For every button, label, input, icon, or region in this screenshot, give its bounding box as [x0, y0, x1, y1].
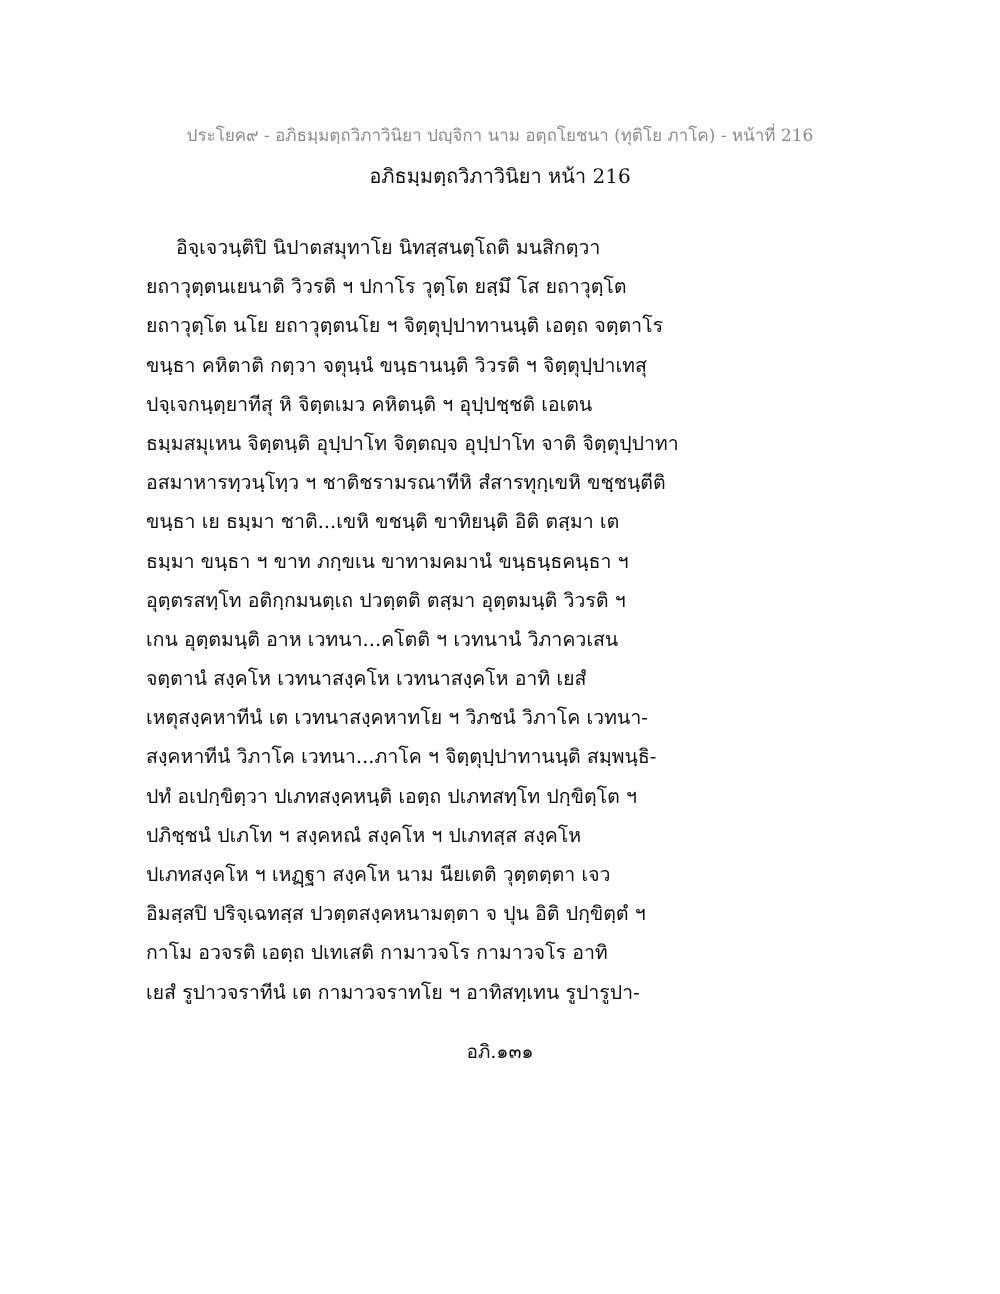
- page-heading: อภิธมฺมตฺถวิภาวินิยา หน้า 216: [369, 164, 631, 188]
- page-marker: อภิ.๑๓๑: [466, 1041, 534, 1063]
- text-line: อุตฺตรสทฺโท อติกฺกมนตฺเถ ปวตฺตติ ตสฺมา อุตฺตมนฺติ วิวรติ ฯ: [146, 588, 626, 612]
- text-line: ยถาวุตฺโต นโย ยถาวุตฺตนโย ฯ จิตฺตุปฺปาทานนฺติ เอตฺถ จตฺตาโร: [146, 314, 664, 338]
- text-line: ธมฺมสมุเหน จิตฺตนฺติ อุปฺปาโท จิตฺตญฺจ อุปฺปาโท จาติ จิตฺตุปฺปาทา: [146, 431, 679, 455]
- text-line: ปทํ อเปกฺขิตฺวา ปเภทสงฺคหนฺติ เอตฺถ ปเภทสทฺโท ปกฺขิตฺโต ฯ: [146, 784, 637, 808]
- text-line: ปภิชฺชนํ ปเภโท ฯ สงฺคหณํ สงฺคโห ฯ ปเภทสฺส สงฺคโห: [146, 823, 582, 847]
- text-line: ขนฺธา คหิตาติ กตฺวา จตุนฺนํ ขนฺธานนฺติ วิวรติ ฯ จิตฺตุปฺปาเทสุ: [146, 353, 647, 377]
- text-line: อสมาหารทฺวนฺโทฺว ฯ ชาติชรามรณาทีหิ สํสารทุกฺเขหิ ขชฺชนฺตีติ: [146, 471, 666, 495]
- text-line: ขนฺธา เย ธมฺมา ชาติ...เขหิ ขชนฺติ ขาทิยนฺติ อิติ ตสฺมา เต: [146, 510, 620, 534]
- text-line: เกน อุตฺตมนฺติ อาห เวทนา...คโตติ ฯ เวทนานํ วิภาควเสน: [146, 627, 619, 651]
- body-text: [146, 228, 866, 1012]
- text-line: อิมสฺสปิ ปริจฺเฉทสฺส ปวตฺตสงฺคหนามตฺตา จ ปุน อิติ ปกฺขิตฺตํ ฯ: [146, 902, 646, 926]
- text-line: อิจฺเจวนฺติปิ นิปาตสมุทาโย นิทสฺสนตฺโถติ มนสิกตฺวา: [176, 236, 601, 259]
- text-line: จตฺตานํ สงฺคโห เวทนาสงฺคโห เวทนาสงฺคโห อาทิ เยสํ: [146, 667, 587, 691]
- text-line: เยสํ รูปาวจราทีนํ เต กามาวจราทโย ฯ อาทิสทฺเทน รูปารูปา-: [146, 980, 640, 1004]
- text-line: ปเภทสงฺคโห ฯ เหฏฺฐา สงฺคโห นาม นียเตติ วุตฺตตฺตา เจว: [146, 863, 611, 886]
- text-line: ยถาวุตฺตนเยนาติ วิวรติ ฯ ปกาโร วุตฺโต ยสฺมึ โส ยถาวุตฺโต: [146, 275, 627, 299]
- text-line: เหตุสงฺคหาทีนํ เต เวทนาสงฺคหาทโย ฯ วิภชนํ วิภาโค เวทนา-: [146, 706, 648, 730]
- text-line: ธมฺมา ขนฺธา ฯ ขาท ภกฺขเน ขาทามคมานํ ขนฺธนฺธคนฺธา ฯ: [146, 549, 629, 573]
- text-line: กาโม อวจรติ เอตฺถ ปเทเสติ กามาวจโร กามาวจโร อาทิ: [146, 941, 608, 965]
- running-header: ประโยค๙ - อภิธมฺมตฺถวิภาวินิยา ปญฺจิกา นาม อตฺถโยชนา (ทุติโย ภาโค) - หน้าที่ 216: [186, 126, 814, 146]
- text-line: สงฺคหาทีนํ วิภาโค เวทนา...ภาโค ฯ จิตฺตุปฺปาทานนฺติ สมฺพนฺธิ-: [146, 745, 657, 769]
- text-line: ปจฺเจกนฺตฺยาทีสุ หิ จิตฺตเมว คหิตนฺติ ฯ อุปฺปชฺชติ เอเตน: [146, 392, 593, 416]
